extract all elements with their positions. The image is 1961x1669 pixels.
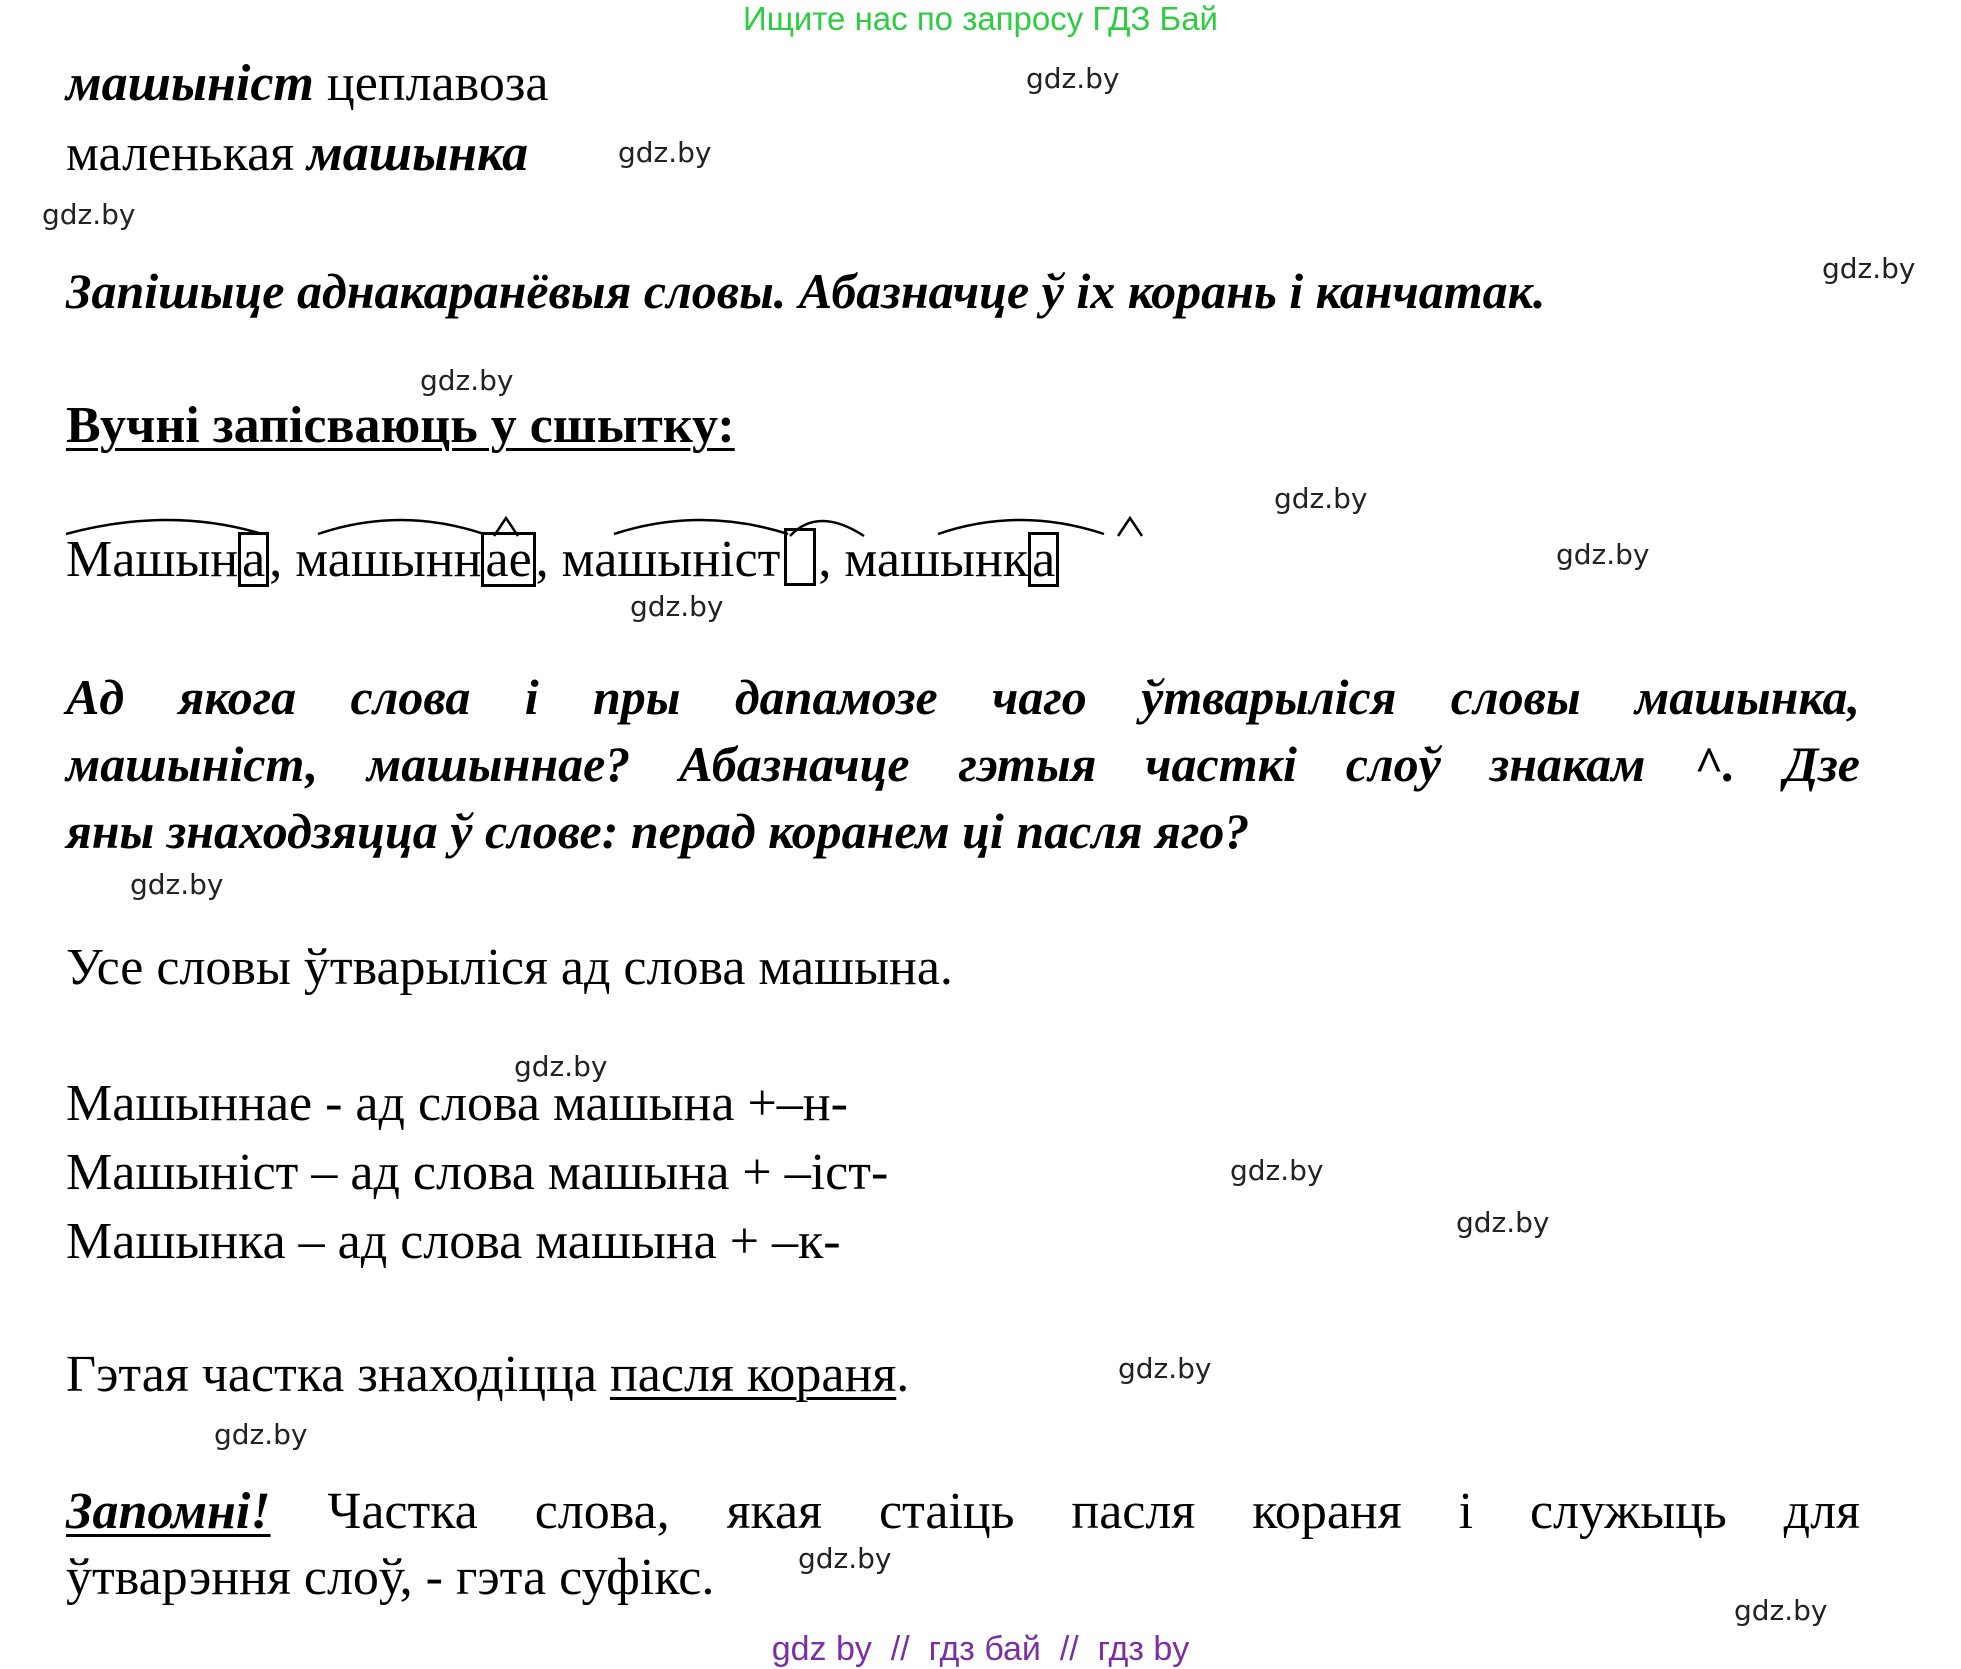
- top-banner: Ищите нас по запросу ГДЗ Бай: [743, 0, 1218, 37]
- position-end: .: [896, 1346, 910, 1403]
- watermark: gdz.by: [420, 364, 514, 397]
- root-arc-2: [318, 520, 484, 534]
- word-3-stem: , машыніст: [535, 531, 781, 588]
- watermark: gdz.by: [1556, 538, 1650, 571]
- remember-label: Запомні!: [66, 1483, 271, 1540]
- word-tseplavoza: цеплавоза: [313, 55, 549, 112]
- suffix-caret-3: [790, 521, 864, 536]
- word-2-stem: , машынн: [269, 531, 482, 588]
- word-malenkaya: маленькая: [66, 125, 308, 182]
- derivation-1: Машыннае - ад слова машына +–н-: [66, 1075, 848, 1132]
- position-text: Гэтая частка знаходіцца: [66, 1346, 610, 1403]
- watermark: gdz.by: [1274, 482, 1368, 515]
- answer-all: Усе словы ўтварыліся ад слова машына.: [66, 939, 953, 996]
- watermark: gdz.by: [630, 590, 724, 623]
- root-arc-4: [938, 520, 1104, 534]
- task-1: Запішыце аднакаранёвыя словы. Абазначце ў іх корань і канчатак.: [66, 263, 1546, 319]
- students-heading: Вучні запісваюць у сшытку:: [66, 397, 735, 454]
- word-4-stem: , машынк: [818, 531, 1029, 588]
- word-2-ending: ае: [481, 532, 535, 587]
- word-1-ending: а: [238, 532, 269, 587]
- task-2-line-3: яны знаходзяцца ў слове: перад коранем ці пасля яго?: [66, 803, 1250, 859]
- word-4-ending: а: [1028, 532, 1059, 587]
- watermark: gdz.by: [1118, 1352, 1212, 1385]
- watermark: gdz.by: [42, 198, 136, 231]
- derivation-3: Машынка – ад слова машына + –к-: [66, 1213, 841, 1270]
- remember-text-1: Частка слова, якая стаіць пасля кораня і служыць для: [270, 1483, 1860, 1540]
- suffix-caret-2: [494, 518, 518, 536]
- word-mashynist: машыніст: [66, 55, 314, 112]
- position-line: [66, 1345, 909, 1404]
- remember-line-2: ўтварэння слоў, - гэта суфікс.: [66, 1549, 715, 1606]
- footer-links[interactable]: gdz by // гдз бай // гдз by: [771, 1630, 1190, 1668]
- root-arc-1: [66, 520, 262, 534]
- watermark: gdz.by: [1230, 1154, 1324, 1187]
- word-1-stem: Машын: [66, 531, 239, 588]
- derivation-2: Машыніст – ад слова машына + –іст-: [66, 1144, 889, 1201]
- watermark: gdz.by: [1822, 252, 1916, 285]
- watermark: gdz.by: [514, 1050, 608, 1083]
- remember-line-1: [66, 1482, 1860, 1541]
- watermark: gdz.by: [214, 1418, 308, 1451]
- watermark: gdz.by: [130, 868, 224, 901]
- task-2-line-2: машыніст, машыннае? Абазначце гэтыя часткі слоў знакам ^. Дзе: [66, 736, 1860, 792]
- watermark: gdz.by: [1456, 1206, 1550, 1239]
- task-2-line-1: Ад якога слова і пры дапамозе чаго ўтварыліся словы машынка,: [66, 669, 1860, 725]
- watermark: gdz.by: [1026, 62, 1120, 95]
- word-mashynka: машынка: [307, 125, 529, 182]
- position-underlined: пасля кораня: [609, 1346, 897, 1403]
- watermark: gdz.by: [618, 136, 712, 169]
- suffix-caret-4: [1118, 518, 1142, 536]
- root-arc-3: [614, 520, 788, 534]
- watermark: gdz.by: [798, 1542, 892, 1575]
- watermark: gdz.by: [1734, 1594, 1828, 1627]
